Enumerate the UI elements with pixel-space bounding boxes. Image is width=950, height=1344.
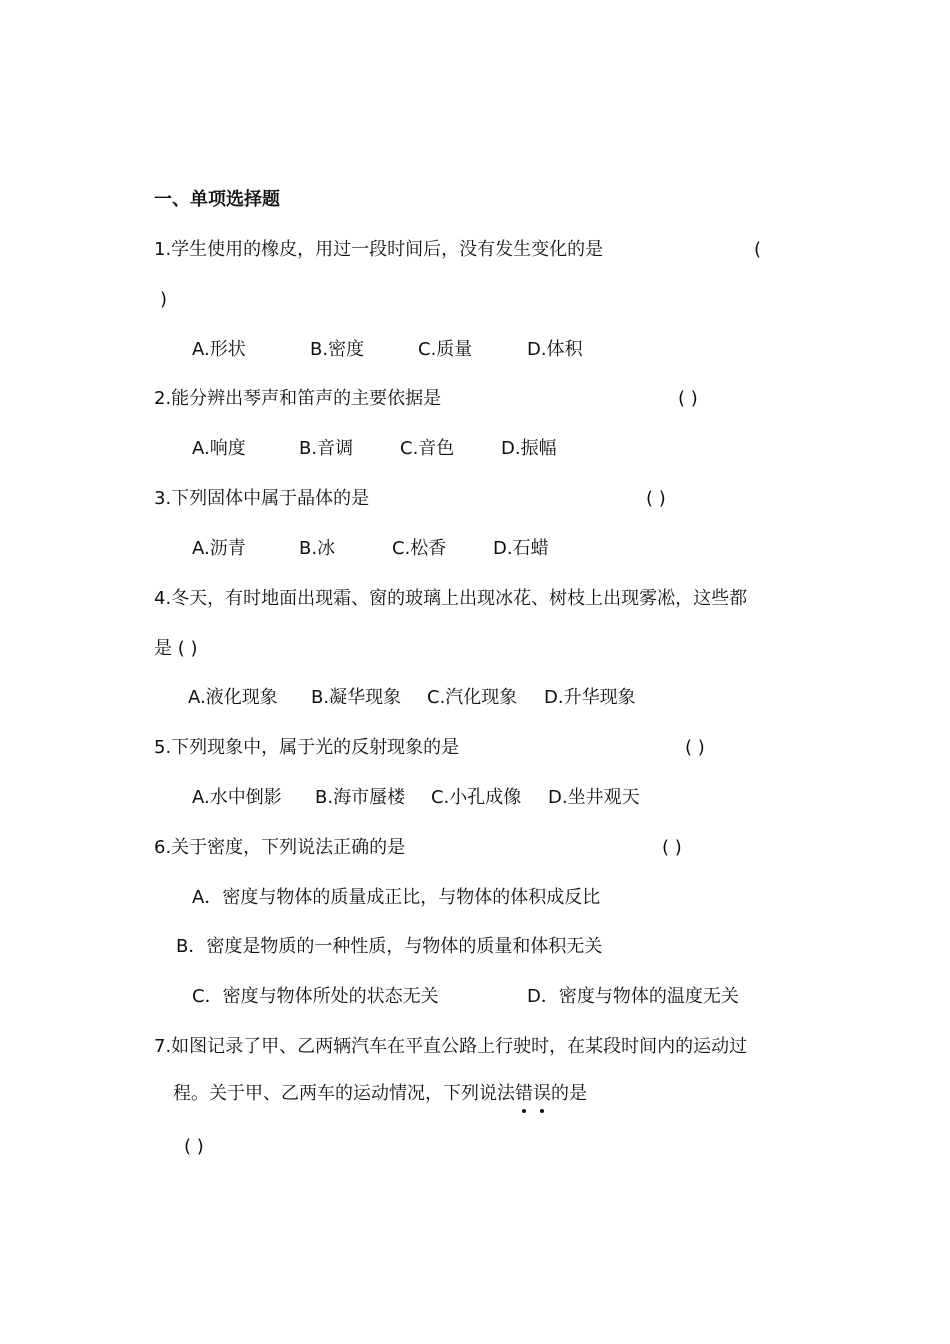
question-1-option-c[interactable]: C.质量 bbox=[418, 339, 473, 360]
emphasis-dot-icon bbox=[540, 1109, 544, 1113]
question-5-option-c[interactable]: C.小孔成像 bbox=[431, 787, 522, 808]
question-5-paren: ( ) bbox=[685, 737, 705, 758]
question-2-option-b[interactable]: B.音调 bbox=[299, 438, 354, 459]
question-2-option-c[interactable]: C.音色 bbox=[400, 438, 455, 459]
question-5-stem: 5.下列现象中，属于光的反射现象的是 bbox=[154, 737, 460, 758]
question-7-stem-line2-before: 程。关于甲、乙两车的运动情况，下列说法 bbox=[173, 1083, 515, 1104]
question-2-stem: 2.能分辨出琴声和笛声的主要依据是 bbox=[154, 388, 442, 409]
question-6-stem: 6.关于密度，下列说法正确的是 bbox=[154, 837, 406, 858]
question-2-option-a[interactable]: A.响度 bbox=[192, 438, 246, 459]
question-6-option-a[interactable]: A．密度与物体的质量成正比，与物体的体积成反比 bbox=[192, 887, 601, 908]
question-1-paren-close: ) bbox=[160, 289, 168, 310]
question-7-emphasis-word bbox=[515, 1083, 551, 1104]
question-1-option-a[interactable]: A.形状 bbox=[192, 339, 246, 360]
question-3-option-d[interactable]: D.石蜡 bbox=[493, 538, 549, 559]
section-title: 一、单项选择题 bbox=[154, 189, 280, 210]
question-4-option-b[interactable]: B.凝华现象 bbox=[311, 687, 402, 708]
question-3-option-b[interactable]: B.冰 bbox=[299, 538, 336, 559]
emphasis-dot-icon bbox=[522, 1109, 526, 1113]
question-4-option-a[interactable]: A.液化现象 bbox=[188, 687, 278, 708]
question-7-stem-line2 bbox=[173, 1082, 587, 1106]
question-5-option-b[interactable]: B.海市蜃楼 bbox=[315, 787, 406, 808]
question-7-stem-line1: 7.如图记录了甲、乙两辆汽车在平直公路上行驶时，在某段时间内的运动过 bbox=[154, 1036, 748, 1057]
question-3-paren: ( ) bbox=[646, 488, 666, 509]
question-6-option-b[interactable]: B．密度是物质的一种性质，与物体的质量和体积无关 bbox=[176, 936, 603, 957]
question-2-paren: ( ) bbox=[678, 388, 698, 409]
question-1-paren-open: ( bbox=[754, 239, 762, 260]
question-6-option-d[interactable]: D．密度与物体的温度无关 bbox=[527, 986, 739, 1007]
question-4-stem-line1: 4.冬天，有时地面出现霜、窗的玻璃上出现冰花、树枝上出现雾凇，这些都 bbox=[154, 588, 748, 609]
question-5-option-d[interactable]: D.坐井观天 bbox=[548, 787, 640, 808]
question-4-option-c[interactable]: C.汽化现象 bbox=[427, 687, 518, 708]
question-4-option-d[interactable]: D.升华现象 bbox=[544, 687, 636, 708]
question-1-option-b[interactable]: B.密度 bbox=[310, 339, 365, 360]
question-3-stem: 3.下列固体中属于晶体的是 bbox=[154, 488, 370, 509]
question-6-paren: ( ) bbox=[662, 837, 682, 858]
question-4-stem-line2: 是 ( ) bbox=[154, 638, 198, 659]
question-3-option-c[interactable]: C.松香 bbox=[392, 538, 447, 559]
question-1-stem: 1.学生使用的橡皮，用过一段时间后，没有发生变化的是 bbox=[154, 239, 604, 260]
question-7-stem-line2-after: 的是 bbox=[551, 1083, 587, 1104]
question-3-option-a[interactable]: A.沥青 bbox=[192, 538, 246, 559]
question-2-option-d[interactable]: D.振幅 bbox=[501, 438, 557, 459]
question-5-option-a[interactable]: A.水中倒影 bbox=[192, 787, 282, 808]
question-7-emphasis-text: 错误 bbox=[515, 1083, 551, 1104]
question-6-option-c[interactable]: C．密度与物体所处的状态无关 bbox=[192, 986, 439, 1007]
question-7-paren: ( ) bbox=[184, 1136, 204, 1157]
question-1-option-d[interactable]: D.体积 bbox=[527, 339, 583, 360]
